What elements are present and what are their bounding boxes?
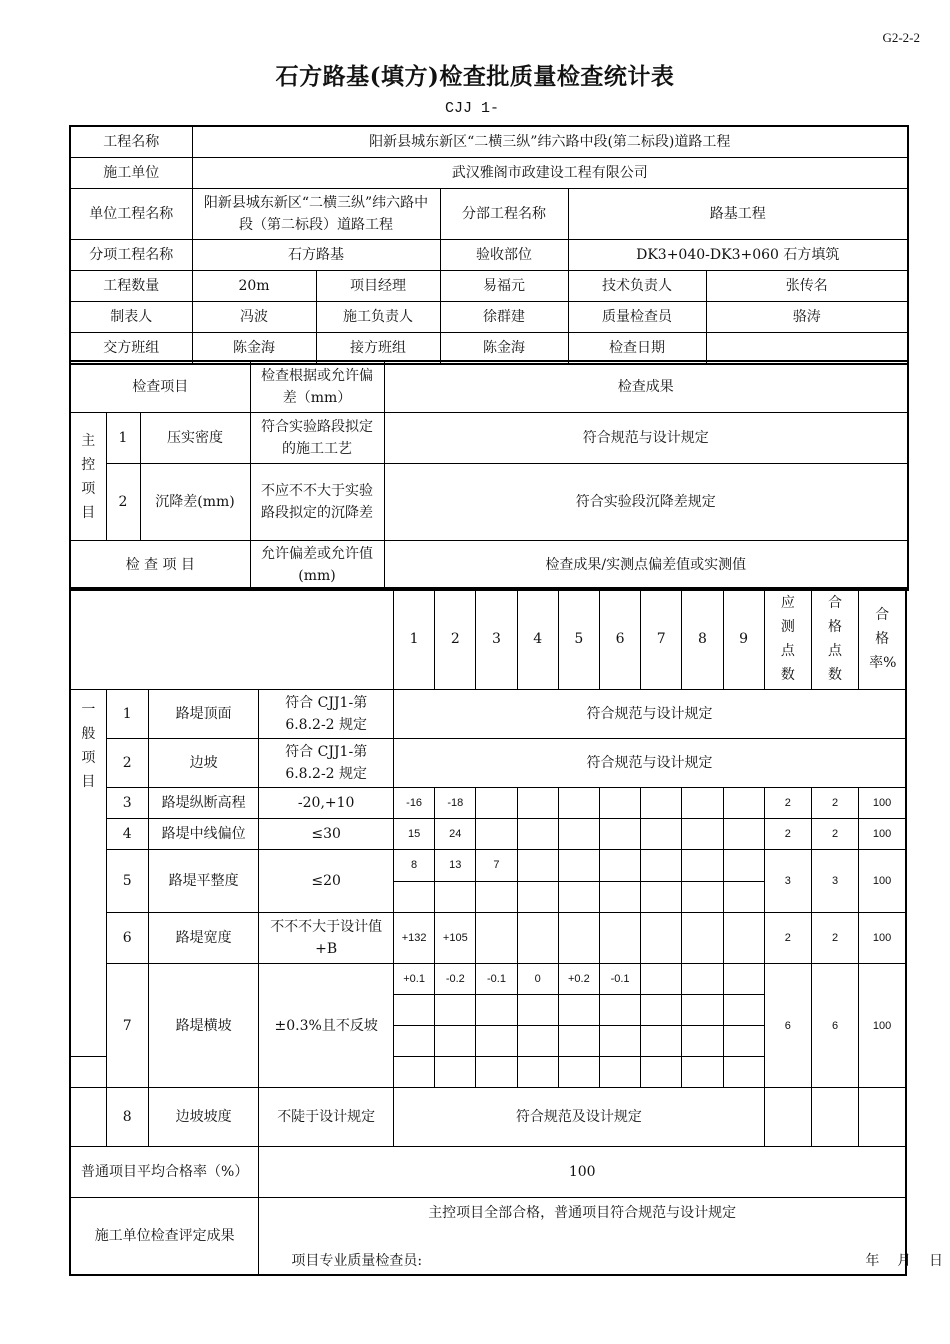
eval-text: 主控项目全部合格，普通项目符合规范与设计规定 (428, 1205, 737, 1221)
measured-value: 8 (394, 850, 435, 882)
header-blank (70, 588, 394, 690)
general-item-name: 路堤平整度 (148, 850, 259, 913)
general-item-tol: 符合 CJJ1-第6.8.2-2 规定 (259, 739, 394, 788)
site-lead: 徐群建 (440, 302, 568, 333)
should-points: 2 (764, 819, 811, 850)
general-item-tol: 不不不大于设计值+B (259, 913, 394, 964)
pass-points: 3 (811, 850, 858, 913)
should-points: 2 (764, 788, 811, 819)
page-title: 石方路基(填方)检查批质量检查统计表 (275, 63, 675, 90)
general-item-name: 边坡 (148, 739, 259, 788)
measured-value: +132 (394, 913, 435, 964)
general-tolerance-header: 允许偏差或允许值(mm) (250, 541, 384, 591)
eval-cell (259, 1198, 943, 1276)
measured-value: -18 (435, 788, 476, 819)
qc-label: 质量检查员 (568, 302, 706, 333)
pass-rate: 100 (859, 964, 906, 1088)
pm-label: 项目经理 (316, 271, 440, 302)
standard-code: CJJ 1- (445, 100, 500, 117)
measured-value: 13 (435, 850, 476, 882)
takeover-label: 接方班组 (316, 333, 440, 365)
quantity-label: 工程数量 (70, 271, 192, 302)
general-result-header: 检查成果/实测点偏差值或实测值 (384, 541, 908, 591)
measured-value: +0.2 (558, 964, 599, 995)
main-item-header: 检查项目 (70, 361, 250, 413)
main-item-result: 符合实验段沉降差规定 (384, 464, 908, 541)
general-item-name: 路堤顶面 (148, 690, 259, 739)
main-control-group-label: 主控项目 (70, 413, 106, 541)
takeover: 陈金海 (440, 333, 568, 365)
point-header: 4 (517, 588, 558, 690)
general-item-tol: 不陡于设计规定 (259, 1088, 394, 1147)
measured-value: 0 (517, 964, 558, 995)
general-item-no: 2 (106, 739, 148, 788)
general-item-name: 路堤中线偏位 (148, 819, 259, 850)
main-control-table (69, 360, 909, 591)
general-item-no: 7 (106, 964, 148, 1088)
point-header: 6 (599, 588, 640, 690)
measured-value: 15 (394, 819, 435, 850)
pass-points-header: 合格点数 (811, 588, 858, 690)
construction-unit: 武汉雅阁市政建设工程有限公司 (192, 158, 908, 189)
general-item-name: 边坡坡度 (148, 1088, 259, 1147)
subdivision: 石方路基 (192, 240, 440, 271)
site-lead-label: 施工负责人 (316, 302, 440, 333)
should-points: 3 (764, 850, 811, 913)
point-header: 1 (394, 588, 435, 690)
pass-points: 2 (811, 788, 858, 819)
should-points: 2 (764, 913, 811, 964)
main-item-name: 沉降差(mm) (140, 464, 250, 541)
general-item-name: 路堤横坡 (148, 964, 259, 1088)
general-item-no: 8 (106, 1088, 148, 1147)
main-item-name: 压实密度 (140, 413, 250, 464)
general-item-no: 5 (106, 850, 148, 913)
general-items-table (69, 587, 943, 1276)
point-header: 5 (558, 588, 599, 690)
construction-unit-label: 施工单位 (70, 158, 192, 189)
acceptance-part-label: 验收部位 (440, 240, 568, 271)
pass-rate: 100 (859, 850, 906, 913)
general-item-header: 检 查 项 目 (70, 541, 250, 591)
tabulator-label: 制表人 (70, 302, 192, 333)
project-name-label: 工程名称 (70, 126, 192, 158)
should-points-header: 应测点数 (764, 588, 811, 690)
form-code: G2-2-2 (882, 30, 920, 45)
measured-value: 7 (476, 850, 517, 882)
quantity: 20m (192, 271, 316, 302)
project-name: 阳新县城东新区“二横三纵”纬六路中段(第二标段)道路工程 (192, 126, 908, 158)
general-item-no: 1 (106, 690, 148, 739)
check-date-label: 检查日期 (568, 333, 706, 365)
subdivision-label: 分项工程名称 (70, 240, 192, 271)
general-group-label: 一般项目 (70, 690, 106, 1057)
handover-label: 交方班组 (70, 333, 192, 365)
acceptance-part: DK3+040-DK3+060 石方填筑 (568, 240, 908, 271)
main-item-basis: 符合实验路段拟定的施工工艺 (250, 413, 384, 464)
pass-rate: 100 (859, 913, 906, 964)
should-points: 6 (764, 964, 811, 1088)
main-result-header: 检查成果 (384, 361, 908, 413)
eval-date: 年 月 日 (865, 1253, 943, 1269)
pass-points: 2 (811, 819, 858, 850)
point-header: 7 (641, 588, 682, 690)
eval-label: 施工单位检查评定成果 (70, 1198, 259, 1276)
general-item-no: 6 (106, 913, 148, 964)
main-item-basis: 不应不不大于实验路段拟定的沉降差 (250, 464, 384, 541)
pass-rate: 100 (859, 788, 906, 819)
division: 路基工程 (568, 189, 908, 240)
main-item-no: 2 (106, 464, 140, 541)
general-item-result: 符合规范与设计规定 (394, 739, 906, 788)
pass-points: 6 (811, 964, 858, 1088)
pass-points: 2 (811, 913, 858, 964)
inspector-label: 项目专业质量检查员: (291, 1253, 423, 1269)
general-item-no: 4 (106, 819, 148, 850)
measured-value: -16 (394, 788, 435, 819)
point-header: 9 (723, 588, 764, 690)
pm: 易福元 (440, 271, 568, 302)
general-item-result: 符合规范及设计规定 (394, 1088, 765, 1147)
measured-value: +0.1 (394, 964, 435, 995)
general-item-tol: 符合 CJJ1-第6.8.2-2 规定 (259, 690, 394, 739)
division-label: 分部工程名称 (440, 189, 568, 240)
avg-rate-value: 100 (259, 1147, 906, 1198)
general-item-result: 符合规范与设计规定 (394, 690, 906, 739)
general-item-no: 3 (106, 788, 148, 819)
measured-value: 24 (435, 819, 476, 850)
tabulator: 冯波 (192, 302, 316, 333)
header-table (69, 125, 909, 365)
measured-value: +105 (435, 913, 476, 964)
general-item-name: 路堤纵断高程 (148, 788, 259, 819)
main-item-result: 符合规范与设计规定 (384, 413, 908, 464)
measured-value: -0.2 (435, 964, 476, 995)
point-header: 8 (682, 588, 723, 690)
main-basis-header: 检查根据或允许偏差（mm） (250, 361, 384, 413)
qc: 骆涛 (706, 302, 908, 333)
general-item-tol: -20,+10 (259, 788, 394, 819)
general-item-tol: ≤20 (259, 850, 394, 913)
unit-project: 阳新县城东新区“二横三纵”纬六路中段（第二标段）道路工程 (192, 189, 440, 240)
measured-value: -0.1 (476, 964, 517, 995)
tech-lead-label: 技术负责人 (568, 271, 706, 302)
pass-rate: 100 (859, 819, 906, 850)
pass-rate-header: 合格率% (859, 588, 906, 690)
general-item-name: 路堤宽度 (148, 913, 259, 964)
avg-rate-label: 普通项目平均合格率（%） (70, 1147, 259, 1198)
handover: 陈金海 (192, 333, 316, 365)
general-item-tol: ≤30 (259, 819, 394, 850)
general-item-tol: ±0.3%且不反坡 (259, 964, 394, 1088)
measured-value: -0.1 (599, 964, 640, 995)
main-item-no: 1 (106, 413, 140, 464)
point-header: 3 (476, 588, 517, 690)
point-header: 2 (435, 588, 476, 690)
unit-project-label: 单位工程名称 (70, 189, 192, 240)
tech-lead: 张传名 (706, 271, 908, 302)
